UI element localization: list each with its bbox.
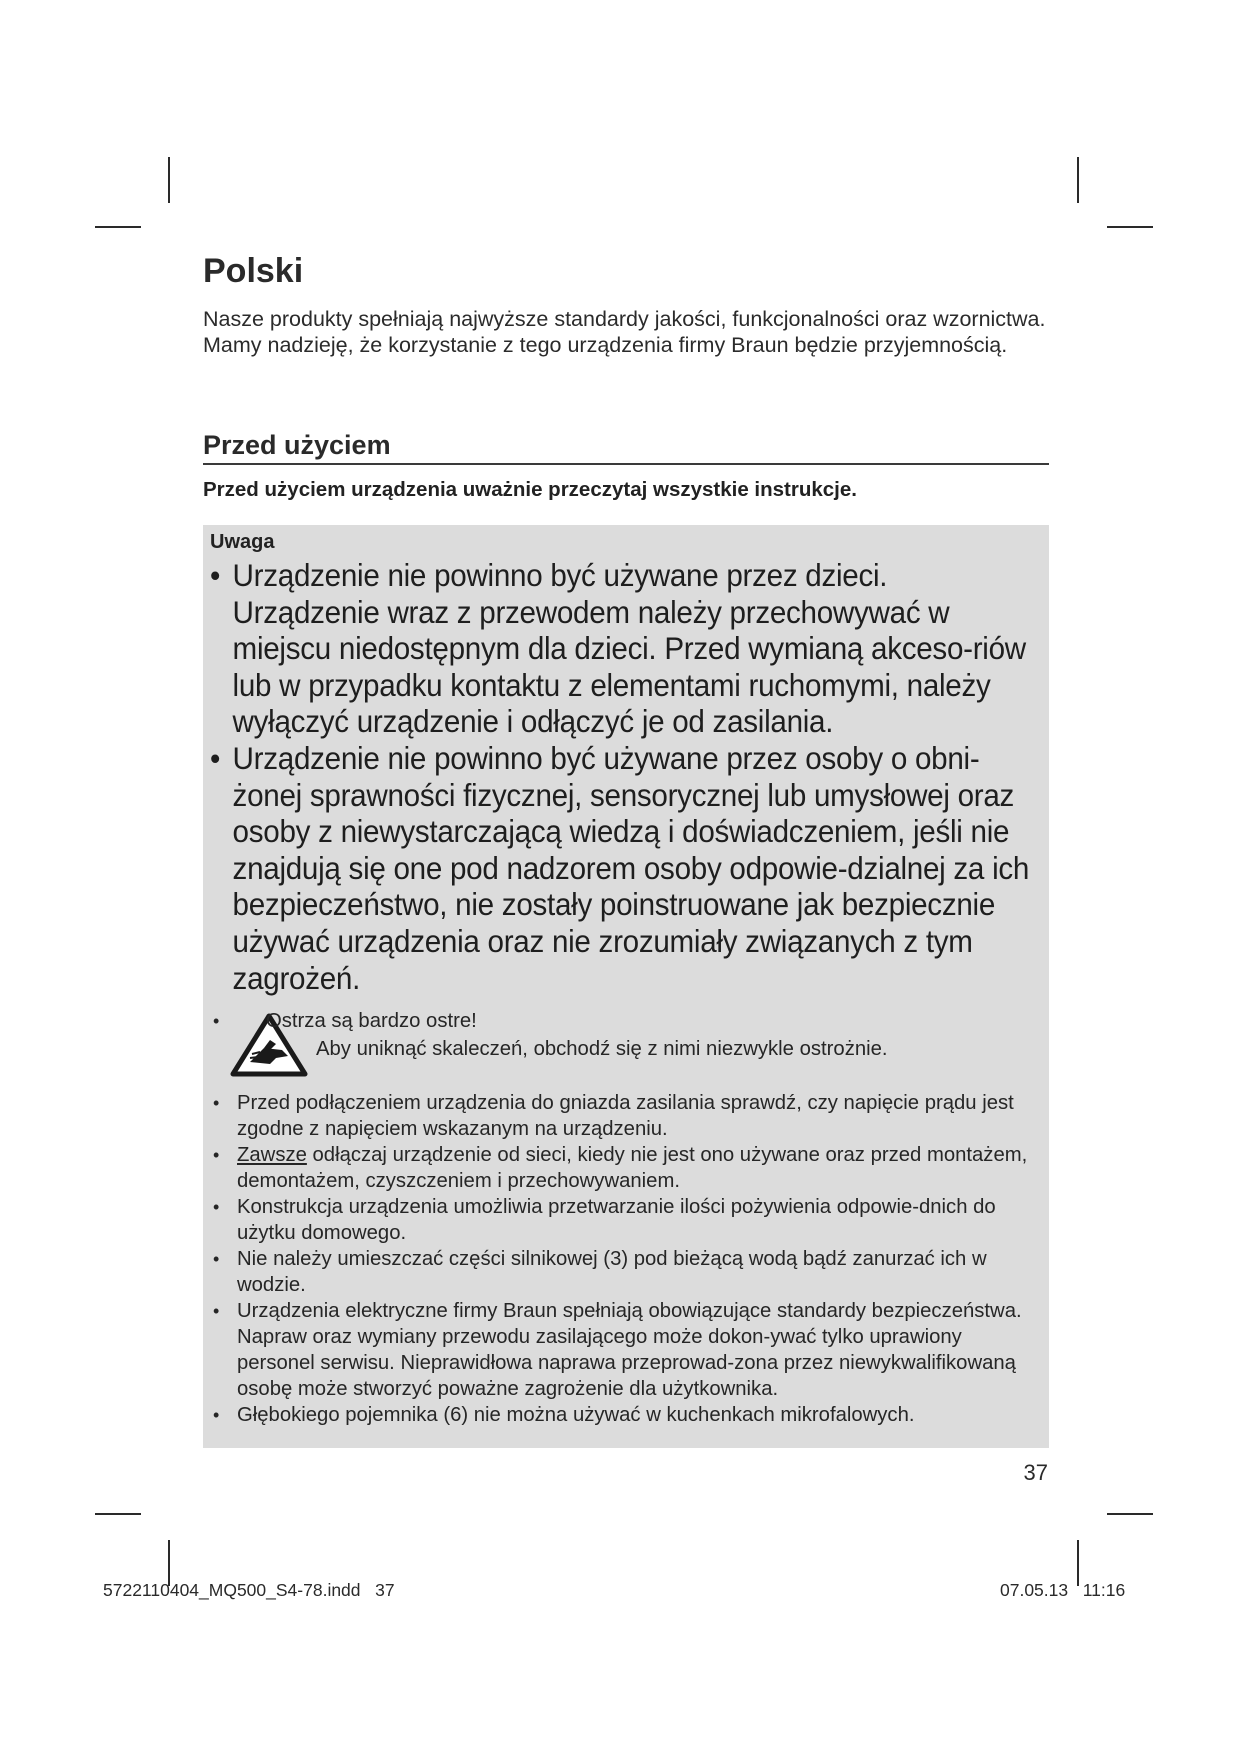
crop-mark-top-left-h [95,226,141,228]
warning-small-list [210,1008,1035,1428]
page-title: Polski [203,252,304,290]
warning-item-repairs: • Urządzenia elektryczne firmy Braun spełniają obowiązujące standardy bezpieczeństwa. Napraw oraz wymiany przewodu zasilającego może dokon-ywać tylko uprawiony personel serwisu. Nieprawidłowa naprawa przeprowad-zona przez niewykwalifikowaną osobę może stworzyć poważne zagrożenie dla użytkownika. [210,1298,1035,1402]
crop-mark-top-left-v [168,157,170,203]
blade-warning-line1: • Ostrza są bardzo ostre! [266,1010,477,1033]
warning-heading: Uwaga [210,531,275,553]
intro-paragraph: Nasze produkty spełniają najwyższe standardy jakości, funkcjonalności oraz wzornictwa. Mamy nadzieję, że korzystanie z tego urządzenia firmy Braun będzie przyjemnością. [203,307,1046,357]
warning-item-reduced-abilities: • Urządzenie nie powinno być używane przez osoby o obni-żonej sprawności fizycznej, sensorycznej lub umysłowej oraz osoby z niewystarczającą wiedzą i doświadczeniem, jeśli nie znajdują się one pod nadzorem osoby odpowie-dzialnej za ich bezpieczeństwo, nie zostały poinstruowane jak bezpiecznie używać urządzenia oraz nie zrozumiały związanych z tym zagrożeń. [210,740,1041,996]
warning-large-list [210,557,1035,996]
section-divider [203,463,1049,465]
footer-date-time: 07.05.13 11:16 [1000,1580,1126,1600]
warning-item-children: • Urządzenie nie powinno być używane przez dzieci. Urządzenie wraz z przewodem należy przechowywać w miejscu niedostępnym dla dzieci. Przed wymianą akceso-riów lub w przypadku kontaktu z elementami ruchomymi, należy wyłączyć urządzenie i odłączyć je od zasilania. [210,557,1041,740]
warning-item-water: • Nie należy umieszczać części silnikowej (3) pod bieżącą wodą bądź zanurzać ich w wodzie. [210,1246,1035,1298]
always-word: Zawsze [237,1144,307,1167]
read-instructions-note: Przed użyciem urządzenia uważnie przeczytaj wszystkie instrukcje. [203,478,857,501]
warning-item-capacity: • Konstrukcja urządzenia umożliwia przetwarzanie ilości pożywienia odpowie-dnich do użytku domowego. [210,1194,1035,1246]
blade-warning-line2: Aby uniknąć skaleczeń, obchodź się z nimi niezwykle ostrożnie. [316,1038,888,1061]
warning-item-voltage: • Przed podłączeniem urządzenia do gniazda zasilania sprawdź, czy napięcie prądu jest zgodne z napięciem wskazanym na urządzeniu. [210,1090,1035,1142]
section-title: Przed użyciem [203,430,391,460]
warning-item-blades [210,1008,1035,1090]
warning-item-unplug [210,1142,1035,1194]
warning-item-microwave: • Głębokiego pojemnika (6) nie można używać w kuchenkach mikrofalowych. [210,1402,1035,1428]
crop-mark-bottom-right-h [1107,1513,1153,1515]
footer-file-info: 5722110404_MQ500_S4-78.indd 37 [103,1580,395,1600]
page-number: 37 [1023,1460,1048,1485]
crop-mark-top-right-h [1107,226,1153,228]
warning-box [203,525,1049,1448]
unplug-text: odłączaj urządzenie od sieci, kiedy nie jest ono używane oraz przed montażem, demontażem, czyszczeniem i przechowywaniem. [237,1144,1028,1193]
crop-mark-top-right-v [1077,157,1079,203]
crop-mark-bottom-left-h [95,1513,141,1515]
